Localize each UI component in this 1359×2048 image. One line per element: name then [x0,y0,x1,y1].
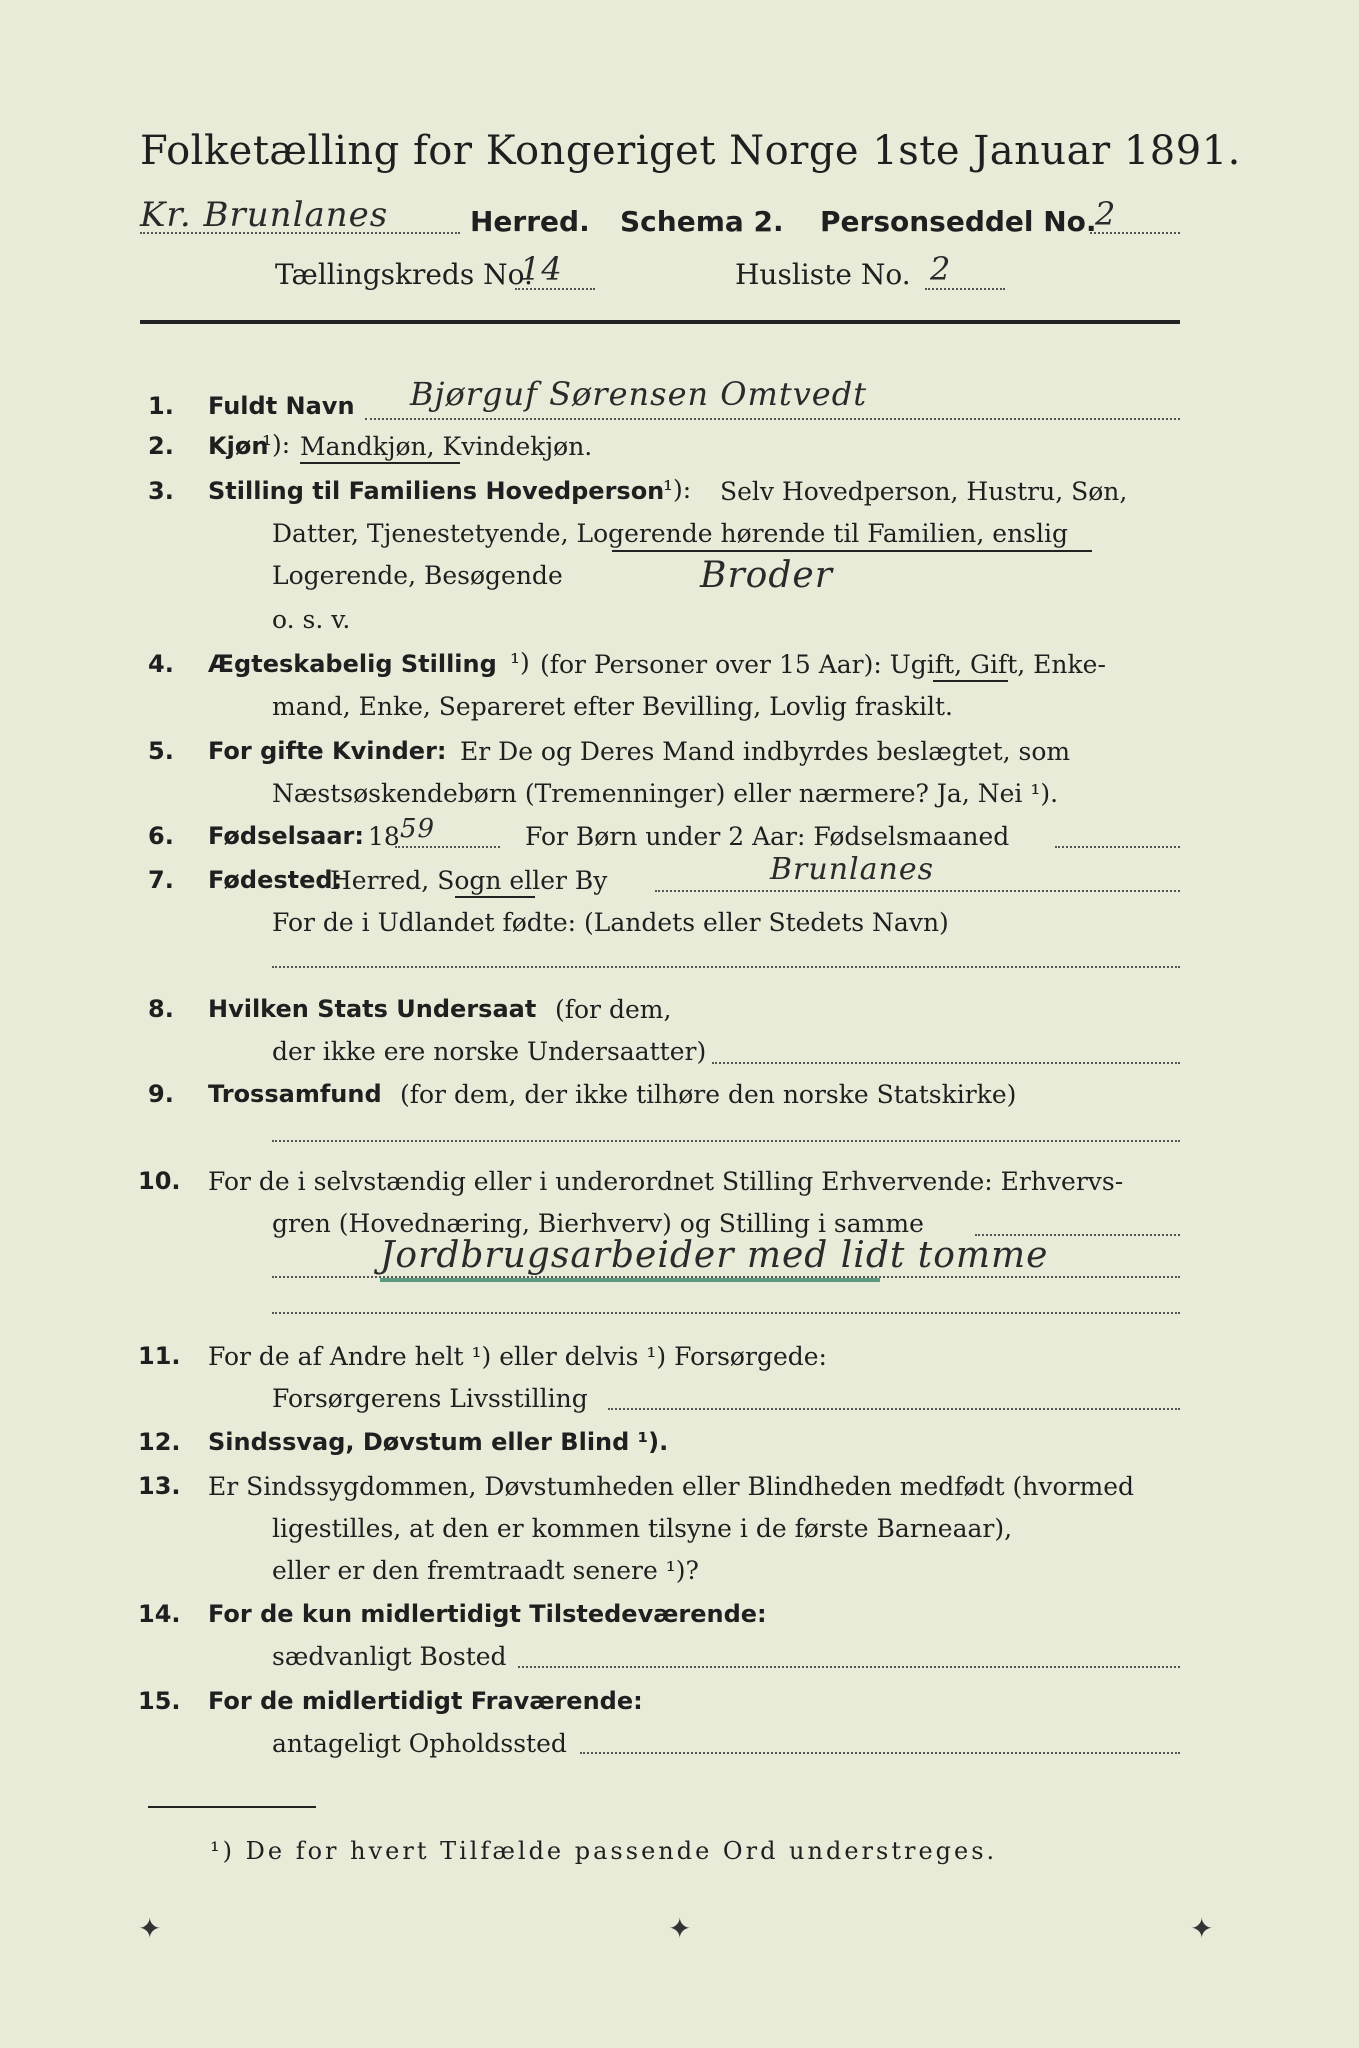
taellingskreds-number: 14 [520,250,563,288]
q6-number: 6. [148,822,174,850]
q12-number: 12. [138,1428,181,1456]
q2-label: Kjøn [208,432,269,460]
q15-line1: For de midlertidigt Fraværende: [208,1687,643,1715]
q10-answer: Jordbrugsarbeider med lidt tomme [380,1235,1049,1276]
q4-line2: mand, Enke, Separeret efter Bevilling, Lovlig fraskilt. [272,692,953,721]
q3-label: Stilling til Familiens Hovedperson [208,477,665,505]
q10-line2: gren (Hovednæring, Bierhverv) og Stilling i samme [272,1209,924,1238]
q3-answer: Broder [700,555,833,596]
q1-number: 1. [148,392,174,420]
q9-label: Trossamfund [208,1080,382,1108]
q8-label: Hvilken Stats Undersaat [208,995,537,1023]
registration-mark-left: ✦ [138,1912,162,1945]
q7-answer: Brunlanes [770,852,934,887]
q5-line1-rest: Er De og Deres Mand indbyrdes beslægtet, som [460,737,1071,766]
personseddel-label: Personseddel No. [820,205,1097,238]
q10-dotted-line-3 [272,1312,1180,1314]
q3-line4: o. s. v. [272,605,351,634]
q6-label: Fødselsaar: [208,822,364,850]
q13-line2: ligestilles, at den er kommen tilsyne i de første Barneaar), [272,1514,1013,1543]
q2-options: Mandkjøn, Kvindekjøn. [300,432,593,461]
herred-dotted-line [140,232,460,234]
registration-mark-center: ✦ [668,1912,692,1945]
q13-line1: Er Sindssygdommen, Døvstumheden eller Blindheden medfødt (hvormed [208,1472,1135,1501]
q3-underline-logerende [612,550,1092,552]
q14-dotted-line [518,1666,1180,1668]
q5-number: 5. [148,737,174,765]
q11-line1: For de af Andre helt ¹) eller delvis ¹) Forsørgede: [208,1342,827,1371]
q7-line2: For de i Udlandet fødte: (Landets eller Stedets Navn) [272,908,949,937]
q14-number: 14. [138,1600,181,1628]
q3-number: 3. [148,477,174,505]
q6-rest: For Børn under 2 Aar: Fødselsmaaned [525,822,1010,851]
taellingskreds-label: Tællingskreds No. [275,258,533,291]
q12-line1: Sindssvag, Døvstum eller Blind ¹). [208,1428,669,1456]
q11-line2: Forsørgerens Livsstilling [272,1384,588,1413]
footnote: ¹) De for hvert Tilfælde passende Ord understreges. [210,1837,998,1865]
q3-line2: Datter, Tjenestetyende, Logerende hørende til Familien, enslig [272,519,1069,548]
q4-label: Ægteskabelig Stilling [208,650,497,678]
herred-label: Herred. [470,205,590,238]
husliste-label: Husliste No. [735,258,911,291]
schema-label: Schema 2. [620,205,784,238]
q6-year-dotted-line [395,846,500,848]
q8-number: 8. [148,995,174,1023]
q6-year-prefix: 18 [368,822,400,851]
q11-number: 11. [138,1342,181,1370]
q3-sup: ¹): [663,475,692,504]
q5-label: For gifte Kvinder: [208,737,447,765]
form-title: Folketælling for Kongeriget Norge 1ste Januar 1891. [140,128,1241,174]
q14-line1: For de kun midlertidigt Tilstedeværende: [208,1600,767,1628]
q7-underline-sogn [455,896,535,898]
q4-underline-ugift [933,680,1008,682]
q13-number: 13. [138,1472,181,1500]
personseddel-number: 2 [1095,195,1117,233]
q15-number: 15. [138,1687,181,1715]
q15-line2: antageligt Opholdssted [272,1729,567,1758]
q5-line2: Næstsøskendebørn (Tremenninger) eller nærmere? Ja, Nei ¹). [272,779,1059,808]
q2-number: 2. [148,432,174,460]
registration-mark-right: ✦ [1190,1912,1214,1945]
footnote-rule [148,1806,316,1808]
q7-second-dotted-line [272,966,1180,968]
q10-line1: For de i selvstændig eller i underordnet Stilling Erhvervende: Erhvervs- [208,1167,1124,1196]
q9-line1-rest: (for dem, der ikke tilhøre den norske Statskirke) [400,1080,1017,1109]
header-divider [140,320,1180,324]
q9-number: 9. [148,1080,174,1108]
q8-line2: der ikke ere norske Undersaatter) [272,1037,707,1066]
q4-line1-rest: (for Personer over 15 Aar): Ugift, Gift, Enke- [540,650,1106,679]
q11-dotted-line [608,1408,1180,1410]
personseddel-dotted-line [1090,232,1180,234]
q2-underline-mandkjon [300,462,460,464]
husliste-number: 2 [930,250,952,288]
q7-number: 7. [148,866,174,894]
q7-dotted-line [655,890,1180,892]
q6-year-handwritten: 59 [400,814,436,844]
q10-green-underline [380,1278,880,1282]
q1-label: Fuldt Navn [208,392,355,420]
q4-number: 4. [148,650,174,678]
q15-dotted-line [580,1752,1180,1754]
q14-line2: sædvanligt Bosted [272,1642,507,1671]
q8-dotted-line [712,1062,1180,1064]
q10-number: 10. [138,1167,181,1195]
husliste-dotted-line [925,288,1005,290]
herred-handwritten: Kr. Brunlanes [140,195,389,235]
q7-line1-rest: Herred, Sogn eller By [330,866,608,895]
q13-line3: eller er den fremtraadt senere ¹)? [272,1556,699,1585]
q1-answer: Bjørguf Sørensen Omtvedt [410,375,868,413]
q6-month-dotted-line [1055,846,1180,848]
q8-line1-rest: (for dem, [555,995,672,1024]
q4-sup: ¹) [510,648,530,677]
q3-line3: Logerende, Besøgende [272,561,563,590]
q7-label: Fødested: [208,866,343,894]
q3-line1-rest: Selv Hovedperson, Hustru, Søn, [720,477,1128,506]
q1-dotted-line [365,418,1180,420]
taellingskreds-dotted-line [515,288,595,290]
q2-sup: ¹): [262,430,291,459]
q9-dotted-line [272,1140,1180,1142]
